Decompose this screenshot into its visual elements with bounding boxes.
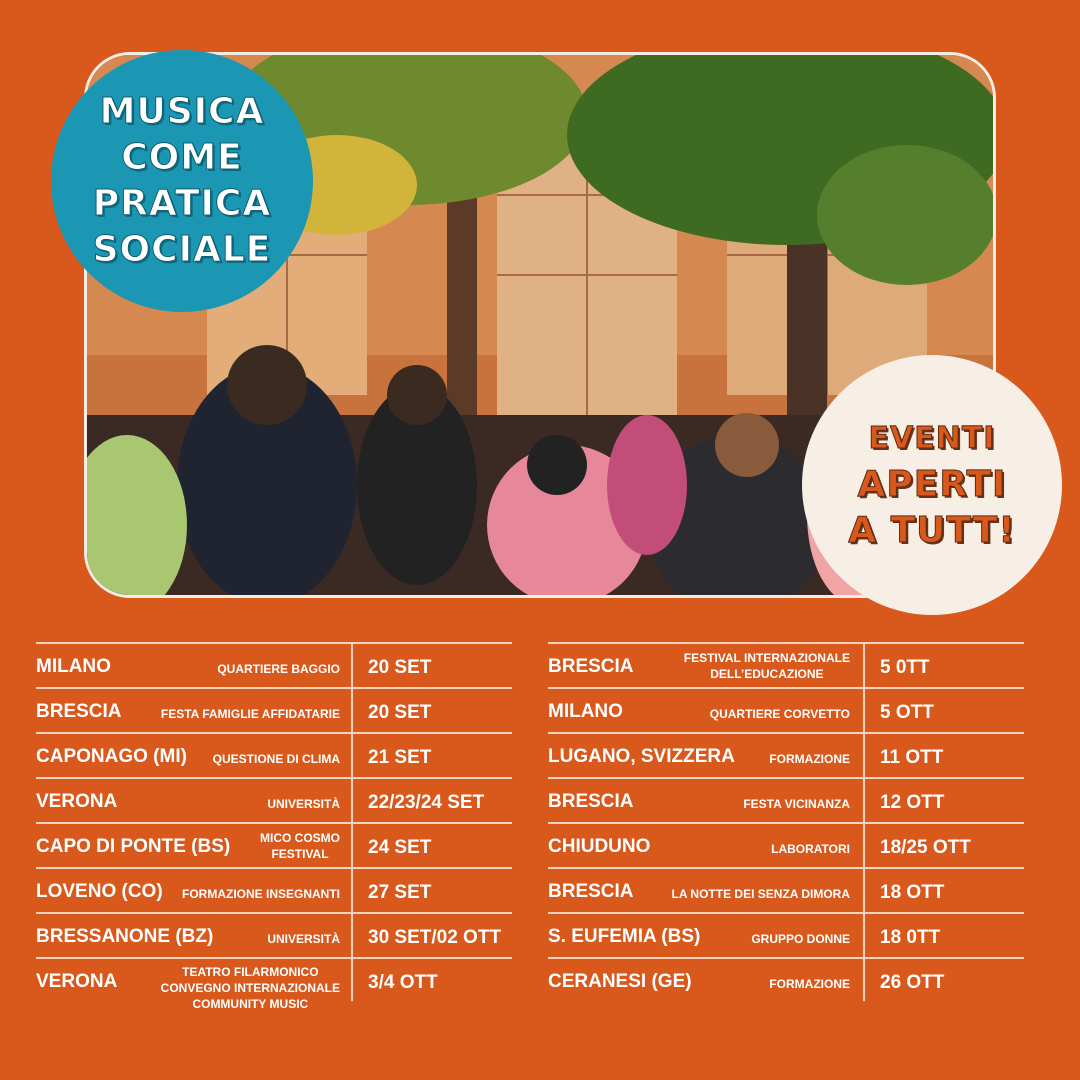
event-venue: TEATRO FILARMONICO CONVEGNO INTERNAZIONALE COMMUNITY MUSIC [160, 965, 340, 1011]
event-city: MILANO [548, 701, 623, 722]
event-date: 12 OTT [880, 792, 945, 813]
column-divider [863, 644, 865, 687]
event-city: CAPO DI PONTE (BS) [36, 836, 231, 857]
column-divider [351, 869, 353, 912]
event-city: BRESCIA [548, 656, 634, 677]
event-row [548, 687, 1024, 732]
column-divider [351, 689, 353, 732]
event-row [548, 957, 1024, 1001]
event-row [36, 867, 512, 912]
column-divider [351, 959, 353, 1001]
column-divider [863, 914, 865, 957]
event-venue: UNIVERSITÀ [267, 932, 340, 946]
event-venue: QUARTIERE CORVETTO [709, 707, 850, 721]
event-city: BRESCIA [548, 881, 634, 902]
title-line: COME [121, 137, 243, 178]
event-venue: FESTA VICINANZA [743, 797, 850, 811]
column-divider [351, 779, 353, 822]
events-table-left [36, 642, 512, 1011]
event-city: MILANO [36, 656, 111, 677]
event-venue: QUESTIONE DI CLIMA [212, 752, 340, 766]
event-date: 26 OTT [880, 972, 945, 993]
event-row [548, 732, 1024, 777]
event-city: CERANESI (GE) [548, 971, 692, 992]
event-date: 5 OTT [880, 702, 934, 723]
column-divider [351, 644, 353, 687]
column-divider [863, 959, 865, 1001]
column-divider [351, 824, 353, 867]
event-venue: FESTIVAL INTERNAZIONALE DELL’EDUCAZIONE [683, 651, 850, 681]
title-line: PRATICA [92, 183, 272, 224]
column-divider [863, 779, 865, 822]
event-date: 5 0TT [880, 657, 930, 678]
column-divider [351, 914, 353, 957]
event-city: VERONA [36, 971, 118, 992]
event-date: 22/23/24 SET [368, 792, 485, 813]
event-city: BRESCIA [548, 791, 634, 812]
event-row [548, 642, 1024, 687]
event-city: LOVENO (CO) [36, 881, 163, 902]
event-city: BRESSANONE (BZ) [36, 926, 214, 947]
event-venue: FORMAZIONE INSEGNANTI [182, 887, 340, 901]
event-date: 20 SET [368, 702, 432, 723]
column-divider [863, 689, 865, 732]
event-row [36, 777, 512, 822]
event-date: 27 SET [368, 882, 432, 903]
event-date: 18/25 OTT [880, 837, 971, 858]
event-venue: FESTA FAMIGLIE AFFIDATARIE [160, 707, 340, 721]
event-venue: LABORATORI [771, 842, 850, 856]
column-divider [863, 734, 865, 777]
event-row [36, 957, 512, 1011]
event-date: 24 SET [368, 837, 432, 858]
event-city: CAPONAGO (MI) [36, 746, 187, 767]
event-date: 18 OTT [880, 882, 945, 903]
events-table-right [548, 642, 1024, 1001]
title-line: MUSICA [99, 91, 265, 132]
event-date: 18 0TT [880, 927, 941, 948]
title-line: SOCIALE [92, 229, 272, 270]
column-divider [863, 824, 865, 867]
event-date: 20 SET [368, 657, 432, 678]
column-divider [351, 734, 353, 777]
event-city: CHIUDUNO [548, 836, 651, 857]
event-venue: GRUPPO DONNE [751, 932, 850, 946]
event-row [548, 822, 1024, 867]
event-row [36, 732, 512, 777]
events-line: A TUTT! [848, 510, 1016, 551]
column-divider [863, 869, 865, 912]
event-row [36, 912, 512, 957]
event-venue: FORMAZIONE [769, 752, 850, 766]
event-date: 30 SET/02 OTT [368, 927, 502, 948]
event-row [548, 777, 1024, 822]
events-line: EVENTI [868, 421, 996, 456]
event-venue: QUARTIERE BAGGIO [217, 662, 340, 676]
event-city: LUGANO, SVIZZERA [548, 746, 735, 767]
events-badge [802, 355, 1062, 615]
event-row [548, 912, 1024, 957]
event-venue: FORMAZIONE [769, 977, 850, 991]
event-date: 3/4 OTT [368, 972, 438, 993]
event-row [548, 867, 1024, 912]
event-venue: LA NOTTE DEI SENZA DIMORA [671, 887, 850, 901]
event-venue: MICO COSMO FESTIVAL [260, 831, 340, 861]
event-venue: UNIVERSITÀ [267, 797, 340, 811]
event-city: S. EUFEMIA (BS) [548, 926, 701, 947]
events-line: APERTI [857, 464, 1007, 505]
event-city: VERONA [36, 791, 118, 812]
event-row [36, 822, 512, 867]
event-row [36, 642, 512, 687]
title-badge [51, 50, 313, 312]
event-city: BRESCIA [36, 701, 122, 722]
event-row [36, 687, 512, 732]
event-date: 11 OTT [880, 747, 944, 768]
event-date: 21 SET [368, 747, 432, 768]
